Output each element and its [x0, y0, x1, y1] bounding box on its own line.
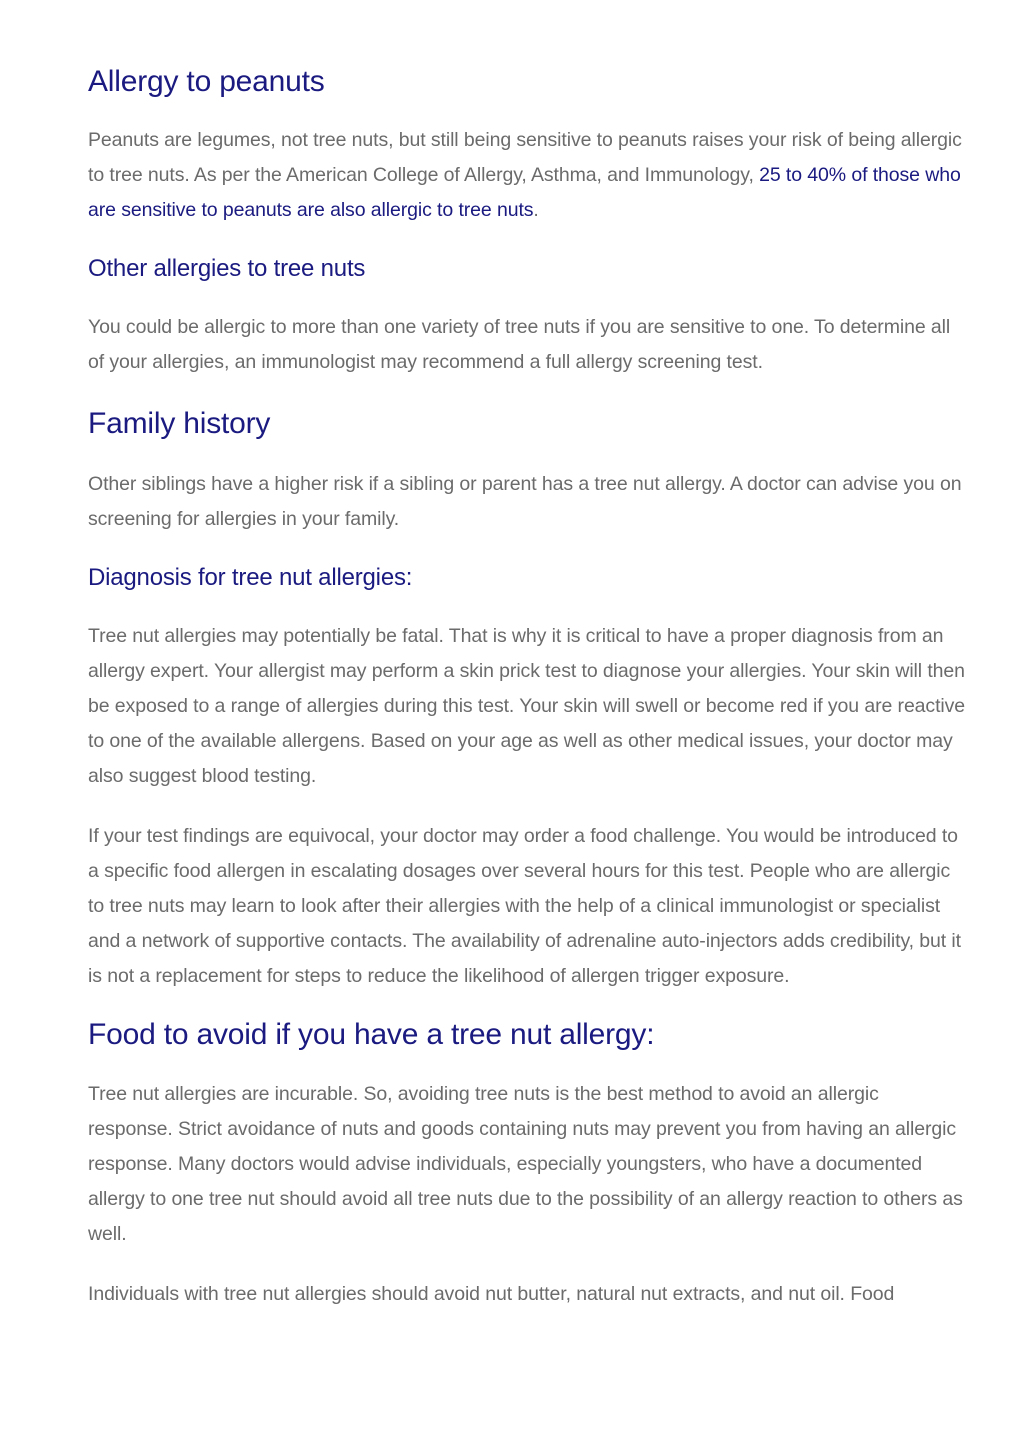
paragraph-peanuts-text: Peanuts are legumes, not tree nuts, but still being sensitive to peanuts raises your risk of being allergic to tree nuts. As per the American College of Allergy, Asthma, and Immunology, [88, 129, 962, 186]
paragraph-diagnosis-1: Tree nut allergies may potentially be fatal. That is why it is critical to have a proper diagnosis from an allergy expert. Your allergist may perform a skin prick test to diagnose your allergies. Your skin will then be exposed to a range of allergies during this test. Your skin will swell or become red if you are reactive to one of the available allergens. Based on your age as well as other medical issues, your doctor may also suggest blood testing. [88, 625, 966, 787]
section-heading-other-allergies: Other allergies to tree nuts [88, 255, 366, 282]
section-heading-family-history: Family history [88, 407, 271, 440]
section-heading-peanuts: Allergy to peanuts [88, 65, 325, 98]
paragraph-peanuts [88, 123, 968, 228]
paragraph-family-history: Other siblings have a higher risk if a sibling or parent has a tree nut allergy. A doctor can advise you on screening for allergies in your family. [88, 473, 962, 530]
peanut-statistic-link[interactable]: 25 to 40% of those who are sensitive to peanuts are also allergic to tree nuts [88, 164, 961, 221]
paragraph-food-to-avoid-2: Individuals with tree nut allergies should avoid nut butter, natural nut extracts, and nut oil. Food [88, 1283, 895, 1305]
paragraph-food-to-avoid-1: Tree nut allergies are incurable. So, avoiding tree nuts is the best method to avoid an allergic response. Strict avoidance of nuts and goods containing nuts may prevent you from having an allergic response. Many doctors would advise individuals, especially youngsters, who have a documented allergy to one tree nut should avoid all tree nuts due to the possibility of an allergy reaction to others as well. [88, 1083, 963, 1245]
paragraph-peanuts-end: . [533, 199, 539, 221]
section-heading-diagnosis: Diagnosis for tree nut allergies: [88, 564, 413, 591]
article-content [88, 0, 968, 1312]
section-heading-food-to-avoid: Food to avoid if you have a tree nut allergy: [88, 1018, 655, 1051]
paragraph-other-allergies: You could be allergic to more than one variety of tree nuts if you are sensitive to one. To determine all of your allergies, an immunologist may recommend a full allergy screening test. [88, 316, 951, 373]
paragraph-diagnosis-2: If your test findings are equivocal, your doctor may order a food challenge. You would be introduced to a specific food allergen in escalating dosages over several hours for this test. People who are allergic to tree nuts may learn to look after their allergies with the help of a clinical immunologist or specialist and a network of supportive contacts. The availability of adrenaline auto-injectors adds credibility, but it is not a replacement for steps to reduce the likelihood of allergen trigger exposure. [88, 825, 961, 987]
